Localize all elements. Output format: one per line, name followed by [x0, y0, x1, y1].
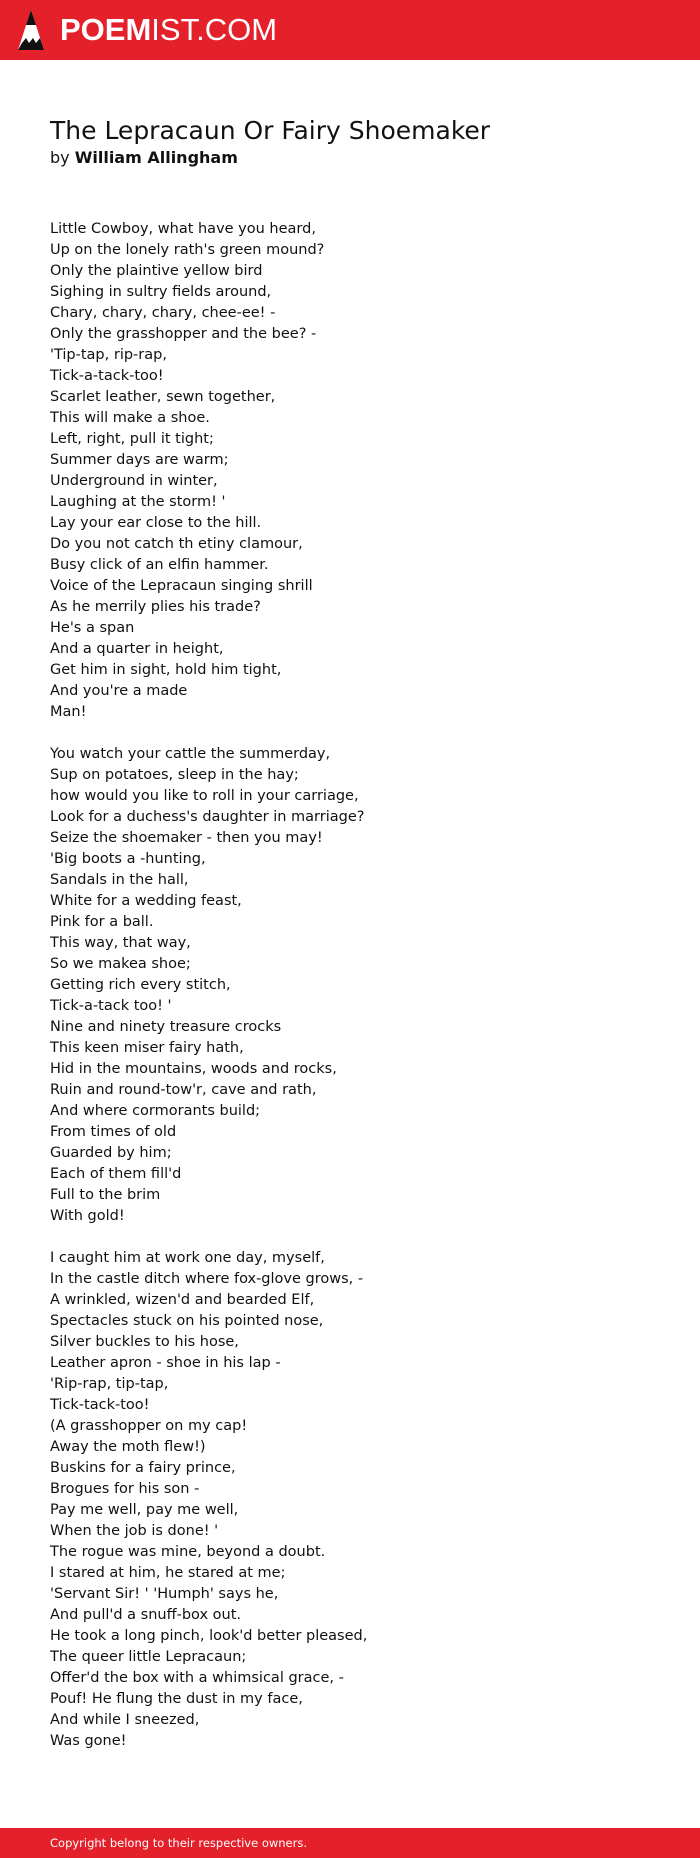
poem-line: Ruin and round-tow'r, cave and rath, [50, 1082, 317, 1098]
poem-line: Only the plaintive yellow bird [50, 263, 263, 279]
poem-line: (A grasshopper on my cap! [50, 1418, 248, 1434]
poem-line: Hid in the mountains, woods and rocks, [50, 1061, 337, 1077]
poem-line: This will make a shoe. [50, 410, 210, 426]
poem-line: When the job is done! ' [50, 1523, 219, 1539]
poem-line: Leather apron - shoe in his lap - [50, 1355, 281, 1371]
site-footer [0, 1828, 700, 1858]
poem-line: I stared at him, he stared at me; [50, 1565, 286, 1581]
poem-line: Silver buckles to his hose, [50, 1334, 239, 1350]
poem-line: Brogues for his son - [50, 1481, 200, 1497]
poem-line: Up on the lonely rath's green mound? [50, 242, 325, 258]
poem-line: Sup on potatoes, sleep in the hay; [50, 767, 299, 783]
poem-line: Spectacles stuck on his pointed nose, [50, 1313, 324, 1329]
brand-wordmark [60, 10, 277, 50]
poem-line: This keen miser fairy hath, [50, 1040, 244, 1056]
poem-line: Sighing in sultry fields around, [50, 284, 272, 300]
poem-line: Pouf! He flung the dust in my face, [50, 1691, 303, 1707]
poem-line: Tick-a-tack too! ' [50, 998, 172, 1014]
poem-line: Laughing at the storm! ' [50, 494, 226, 510]
poem-line: The rogue was mine, beyond a doubt. [50, 1544, 326, 1560]
poem-line: Offer'd the box with a whimsical grace, - [50, 1670, 344, 1686]
poem-line: A wrinkled, wizen'd and bearded Elf, [50, 1292, 315, 1308]
poem-line: Lay your ear close to the hill. [50, 515, 262, 531]
poem-line: 'Rip-rap, tip-tap, [50, 1376, 169, 1392]
copyright-text: Copyright belong to their respective owners. [50, 1836, 308, 1850]
pencil-tip-icon [18, 10, 44, 50]
poem-line: 'Big boots a -hunting, [50, 851, 206, 867]
poem-line: Pink for a ball. [50, 914, 154, 930]
poem-line: Chary, chary, chary, chee-ee! - [50, 305, 276, 321]
poem-line: And where cormorants build; [50, 1103, 261, 1119]
poem-line: And pull'd a snuff-box out. [50, 1607, 241, 1623]
poem-line: He took a long pinch, look'd better pleased, [50, 1628, 368, 1644]
poem-title: The Lepracaun Or Fairy Shoemaker [50, 116, 491, 145]
poem-line: Underground in winter, [50, 473, 218, 489]
poem-line: Sandals in the hall, [50, 872, 189, 888]
stanza-break [50, 1227, 650, 1248]
poem-line: White for a wedding feast, [50, 893, 242, 909]
poem-line: Only the grasshopper and the bee? - [50, 326, 317, 342]
poem-line: I caught him at work one day, myself, [50, 1250, 325, 1266]
poem-line: As he merrily plies his trade? [50, 599, 261, 615]
poem-line: Voice of the Lepracaun singing shrill [50, 578, 313, 594]
poem-body [50, 219, 650, 1752]
byline-prefix: by [50, 148, 70, 167]
poem-line: Was gone! [50, 1733, 127, 1749]
brand-light-text: IST.COM [151, 12, 278, 47]
site-logo-link[interactable] [18, 10, 277, 50]
poem-line: From times of old [50, 1124, 177, 1140]
poem-line: 'Servant Sir! ' 'Humph' says he, [50, 1586, 279, 1602]
brand-bold-text: POEM [60, 12, 152, 47]
poem-line: So we makea shoe; [50, 956, 191, 972]
poem-line: Away the moth flew!) [50, 1439, 206, 1455]
stanza-break [50, 723, 650, 744]
poem-line: Each of them fill'd [50, 1166, 182, 1182]
poem-line: Scarlet leather, sewn together, [50, 389, 276, 405]
poem-line: And you're a made [50, 683, 188, 699]
poem-line: Look for a duchess's daughter in marriage? [50, 809, 365, 825]
poem-line: Seize the shoemaker - then you may! [50, 830, 323, 846]
poem-line: Pay me well, pay me well, [50, 1502, 239, 1518]
poem-line: Left, right, pull it tight; [50, 431, 214, 447]
poem-line: 'Tip-tap, rip-rap, [50, 347, 167, 363]
poem-line: Getting rich every stitch, [50, 977, 231, 993]
poem-byline [50, 146, 238, 170]
poem-line: In the castle ditch where fox-glove grows, - [50, 1271, 364, 1287]
poem-line: Busy click of an elfin hammer. [50, 557, 269, 573]
poem-line: Buskins for a fairy prince, [50, 1460, 236, 1476]
poem-line: Guarded by him; [50, 1145, 172, 1161]
poem-line: He's a span [50, 620, 135, 636]
poem-line: The queer little Lepracaun; [50, 1649, 247, 1665]
poem-line: Summer days are warm; [50, 452, 229, 468]
poem-line: Man! [50, 704, 87, 720]
poem-line: And while I sneezed, [50, 1712, 200, 1728]
poem-line: You watch your cattle the summerday, [50, 746, 331, 762]
poem-line: This way, that way, [50, 935, 191, 951]
poem-line: Little Cowboy, what have you heard, [50, 221, 316, 237]
poem-line: Get him in sight, hold him tight, [50, 662, 282, 678]
poem-line: Nine and ninety treasure crocks [50, 1019, 282, 1035]
poem-line: Full to the brim [50, 1187, 161, 1203]
site-header [0, 0, 700, 60]
author-link[interactable]: William Allingham [74, 148, 238, 167]
poem-line: With gold! [50, 1208, 125, 1224]
poem-line: how would you like to roll in your carriage, [50, 788, 359, 804]
poem-line: Do you not catch th etiny clamour, [50, 536, 303, 552]
poem-line: Tick-a-tack-too! [50, 368, 164, 384]
poem-line: And a quarter in height, [50, 641, 224, 657]
poem-line: Tick-tack-too! [50, 1397, 150, 1413]
